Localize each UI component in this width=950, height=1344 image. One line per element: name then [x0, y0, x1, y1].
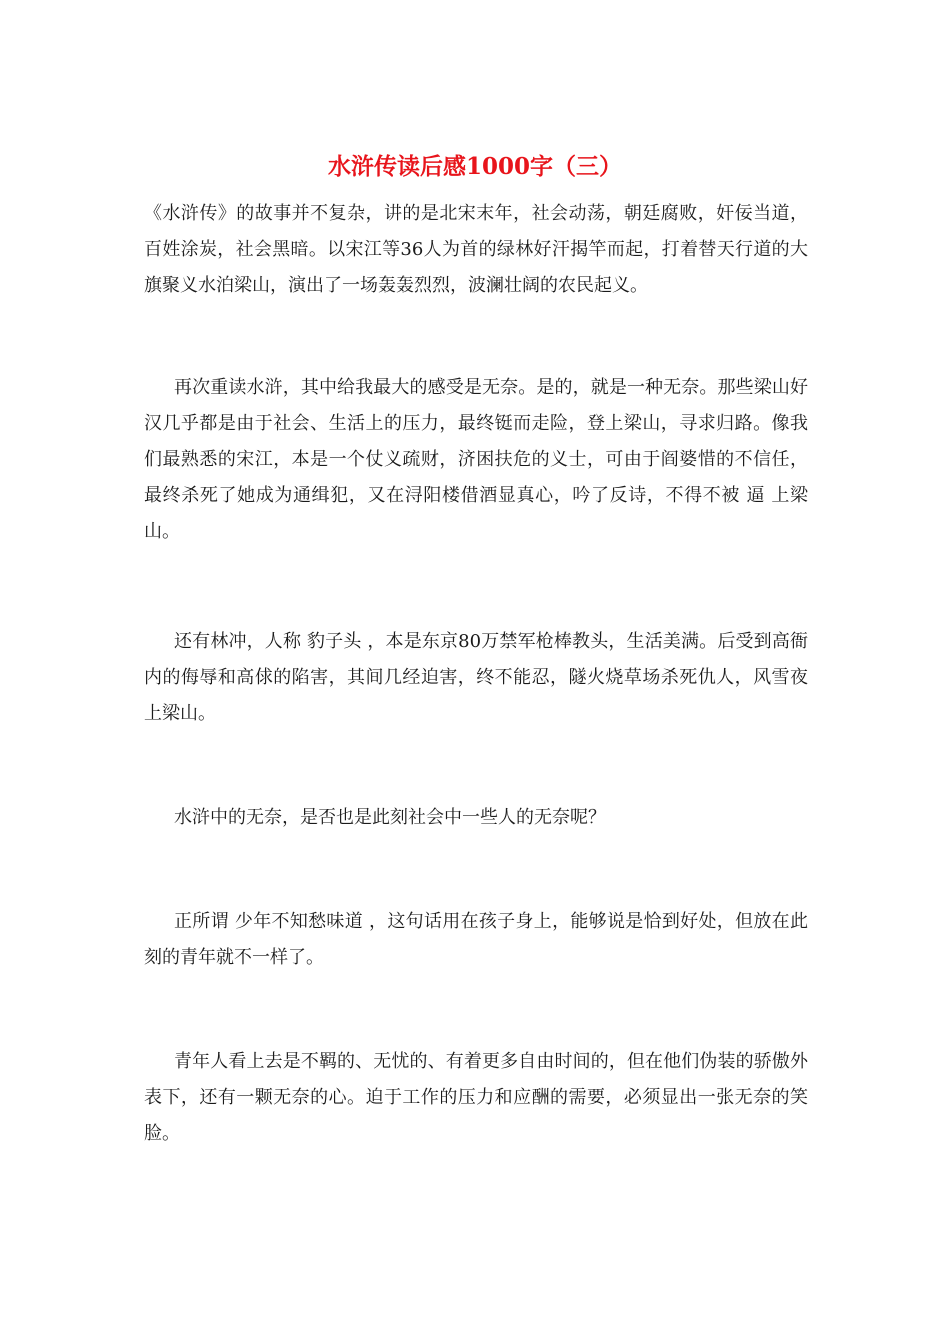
paragraph-youth-mask: 青年人看上去是不羁的、无忧的、有着更多自由时间的，但在他们伪装的骄傲外表下，还有一颗无奈的心。迫于工作的压力和应酬的需要，必须显出一张无奈的笑脸。 [144, 1051, 808, 1144]
document-title: 水浒传读后感1000字（三） [327, 153, 622, 180]
paragraph-helplessness: 再次重读水浒，其中给我最大的感受是无奈。是的，就是一种无奈。那些梁山好汉几乎都是由于社会、生活上的压力，最终铤而走险，登上梁山，寻求归路。像我们最熟悉的宋江，本是一个仗义疏财，济困扶危的义士，可由于阎婆惜的不信任，最终杀死了她成为通缉犯，又在浔阳楼借酒显真心，吟了反诗，不得不被 逼 上梁山。 [144, 377, 808, 542]
paragraph-intro: 《水浒传》的故事并不复杂，讲的是北宋末年，社会动荡，朝廷腐败，奸佞当道，百姓涂炭，社会黑暗。以宋江等36人为首的绿林好汗揭竿而起，打着替天行道的大旗聚义水泊梁山，演出了一场轰轰烈烈，波澜壮阔的农民起义。 [144, 203, 808, 296]
paragraph-lin-chong: 还有林冲，人称 豹子头 ，本是东京80万禁军枪棒教头，生活美满。后受到高衙内的侮辱和高俅的陷害，其间几经迫害，终不能忍，隧火烧草场杀死仇人，风雪夜上梁山。 [144, 631, 808, 724]
paragraph-question: 水浒中的无奈，是否也是此刻社会中一些人的无奈呢？ [174, 807, 606, 828]
paragraph-youth-saying: 正所谓 少年不知愁味道 ，这句话用在孩子身上，能够说是恰到好处，但放在此刻的青年就不一样了。 [144, 911, 808, 968]
